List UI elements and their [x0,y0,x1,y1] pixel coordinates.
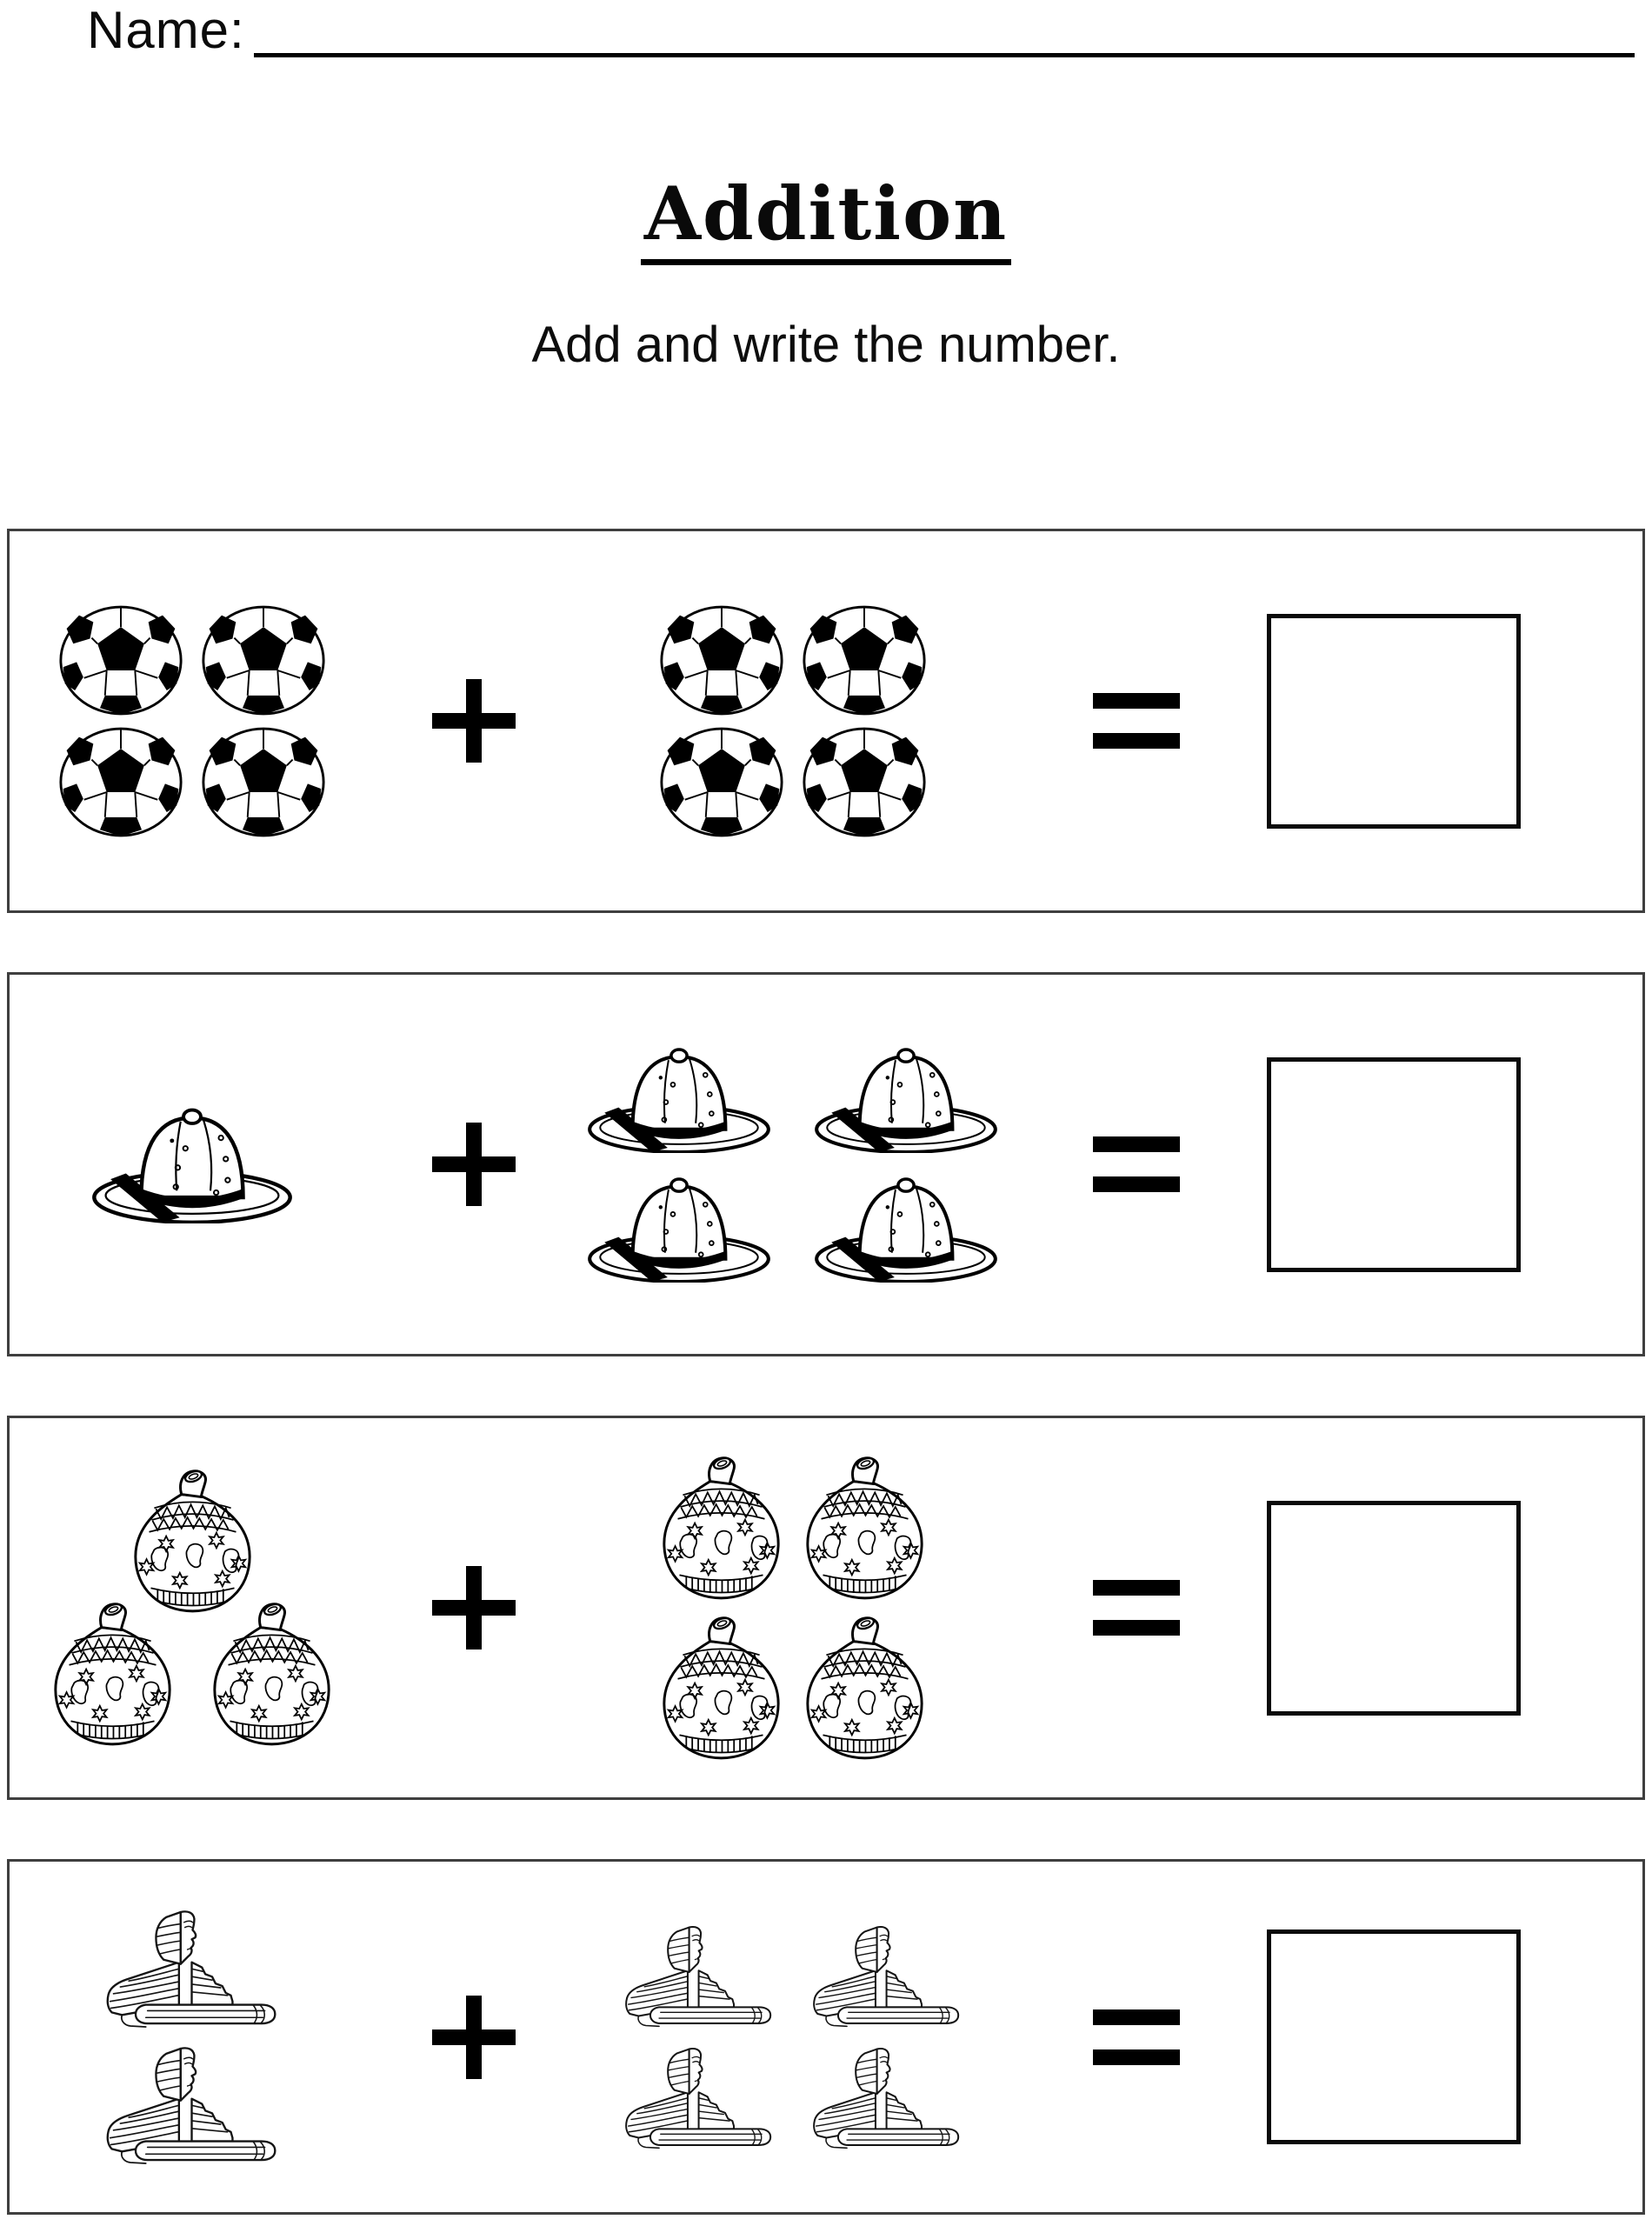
problem-row [7,1859,1645,2215]
problem-row [7,529,1645,913]
name-label: Name: [87,1,245,59]
sphinx-icon [804,2047,969,2149]
soccer-ball-icon [58,727,183,837]
right-addend-zone [573,1925,1012,2149]
pith-helmet-hat-icon [814,1176,998,1283]
soccer-ball-icon [201,727,326,837]
plus-icon [432,679,516,763]
soccer-ball-icon [201,605,326,716]
right-addend-group [659,605,927,837]
african-gourd-icon [657,1616,785,1761]
answer-box[interactable] [1267,1501,1521,1716]
african-gourd-icon [129,1469,256,1614]
left-addend-zone [10,605,375,837]
pith-helmet-hat-icon [587,1176,771,1283]
plus-icon [432,1996,516,2079]
left-addend-zone [10,1469,375,1747]
right-addend-zone [573,605,1012,837]
plus-icon [432,1566,516,1650]
worksheet-title: Addition [641,177,1011,265]
equals-icon [1093,1580,1180,1636]
african-gourd-icon [49,1602,177,1747]
left-addend-zone [10,1909,375,2165]
african-gourd-icon [657,1456,785,1601]
answer-box[interactable] [1267,614,1521,829]
right-addend-group [657,1456,929,1761]
worksheet-instructions: Add and write the number. [531,317,1121,373]
right-addend-zone [573,1046,1012,1283]
left-addend-group [49,1469,336,1747]
equals-icon [1093,1136,1180,1192]
answer-box[interactable] [1267,1057,1521,1272]
right-addend-group [587,1046,998,1283]
african-gourd-icon [801,1616,929,1761]
soccer-ball-icon [659,605,784,716]
right-addend-zone [573,1456,1012,1761]
problem-row [7,1416,1645,1800]
title-wrap [0,170,1652,265]
equals-icon [1093,2009,1180,2065]
problem-row [7,972,1645,1356]
african-gourd-icon [208,1602,336,1747]
equals-icon [1093,693,1180,749]
soccer-ball-icon [802,727,927,837]
pith-helmet-hat-icon [814,1046,998,1153]
soccer-ball-icon [802,605,927,716]
sphinx-icon [616,2047,782,2149]
left-addend-group [58,605,326,837]
pith-helmet-hat-icon [91,1106,293,1223]
left-addend-group [91,1106,293,1223]
sphinx-icon [804,1925,969,2028]
plus-icon [432,1123,516,1206]
sphinx-icon [616,1925,782,2028]
left-addend-group [97,1909,288,2165]
soccer-ball-icon [58,605,183,716]
left-addend-zone [10,1106,375,1223]
african-gourd-icon [801,1456,929,1601]
problems-list [7,529,1645,2215]
sphinx-icon [97,1909,288,2029]
right-addend-group [616,1925,969,2149]
soccer-ball-icon [659,727,784,837]
answer-box[interactable] [1267,1929,1521,2144]
sphinx-icon [97,2046,288,2165]
name-line[interactable] [254,1,1635,57]
pith-helmet-hat-icon [587,1046,771,1153]
name-row [87,2,1635,57]
